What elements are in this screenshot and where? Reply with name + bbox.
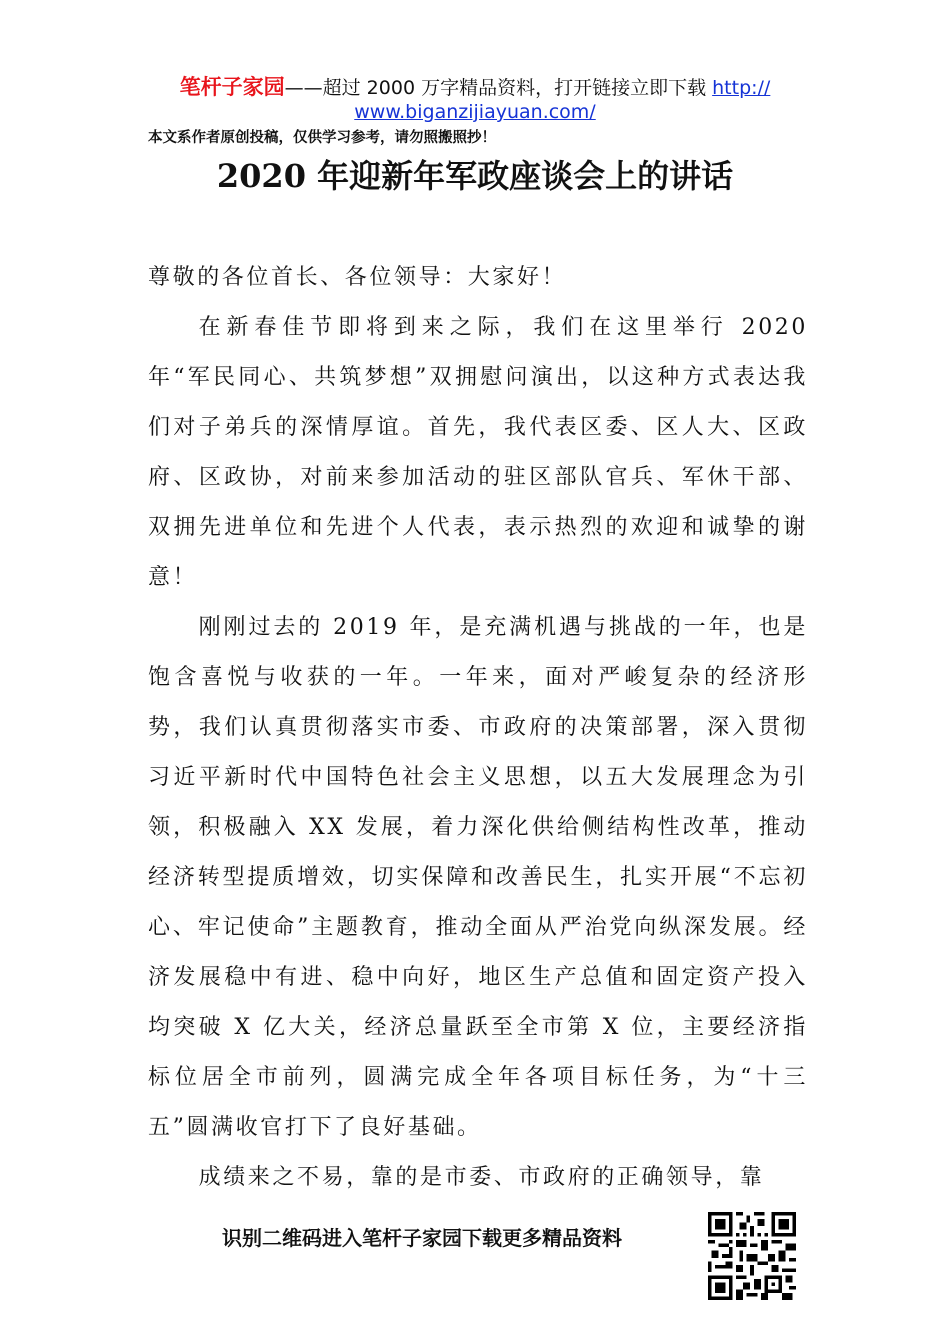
promo-text: ——超过 2000 万字精品资料，打开链接立即下载 [284, 77, 707, 99]
salutation: 尊敬的各位首长、各位领导：大家好！ [148, 265, 567, 290]
document-title: 2020 年迎新年军政座谈会上的讲话 [216, 157, 734, 195]
document-body [148, 253, 808, 1203]
header-link-line [0, 100, 950, 124]
brand-name: 笔杆子家园 [179, 75, 285, 99]
paragraph: 刚刚过去的 2019 年，是充满机遇与挑战的一年，也是饱含喜悦与收获的一年。一年来，面对严峻复杂的经济形势，我们认真贯彻落实市委、市政府的决策部署，深入贯彻习近平新时代中国特色社会主义思想，以五大发展理念为引领，积极融入 XX 发展，着力深化供给侧结构性改革，推动经济转型提质增效，切实保障和改善民生，扎实开展“不忘初心、牢记使命”主题教育，推动全面从严治党向纵深发展。经济发展稳中有进、稳中向好，地区生产总值和固定资产投入均突破 X 亿大关，经济总量跃至全市第 X 位，主要经济指标位居全市前列，圆满完成全年各项目标任务，为“十三五”圆满收官打下了良好基础。 [148, 615, 808, 1140]
download-link-part1[interactable]: http:// [712, 77, 771, 99]
paragraph: 成绩来之不易，靠的是市委、市政府的正确领导，靠 [198, 1165, 765, 1190]
header-promo-line [0, 74, 950, 101]
footer [0, 1212, 950, 1302]
footer-text: 识别二维码进入笔杆子家园下载更多精品资料 [222, 1226, 622, 1250]
qr-code-icon[interactable] [708, 1212, 796, 1300]
disclaimer: 本文系作者原创投稿，仅供学习参考，请勿照搬照抄！ [148, 129, 496, 146]
paragraph: 在新春佳节即将到来之际，我们在这里举行 2020 年“军民同心、共筑梦想”双拥慰问演出，以这种方式表达我们对子弟兵的深情厚谊。首先，我代表区委、区人大、区政府、区政协，对前来参加活动的驻区部队官兵、军休干部、双拥先进单位和先进个人代表，表示热烈的欢迎和诚挚的谢意！ [148, 315, 808, 590]
download-link-part2[interactable]: www.biganzijiayuan.com/ [354, 101, 596, 123]
